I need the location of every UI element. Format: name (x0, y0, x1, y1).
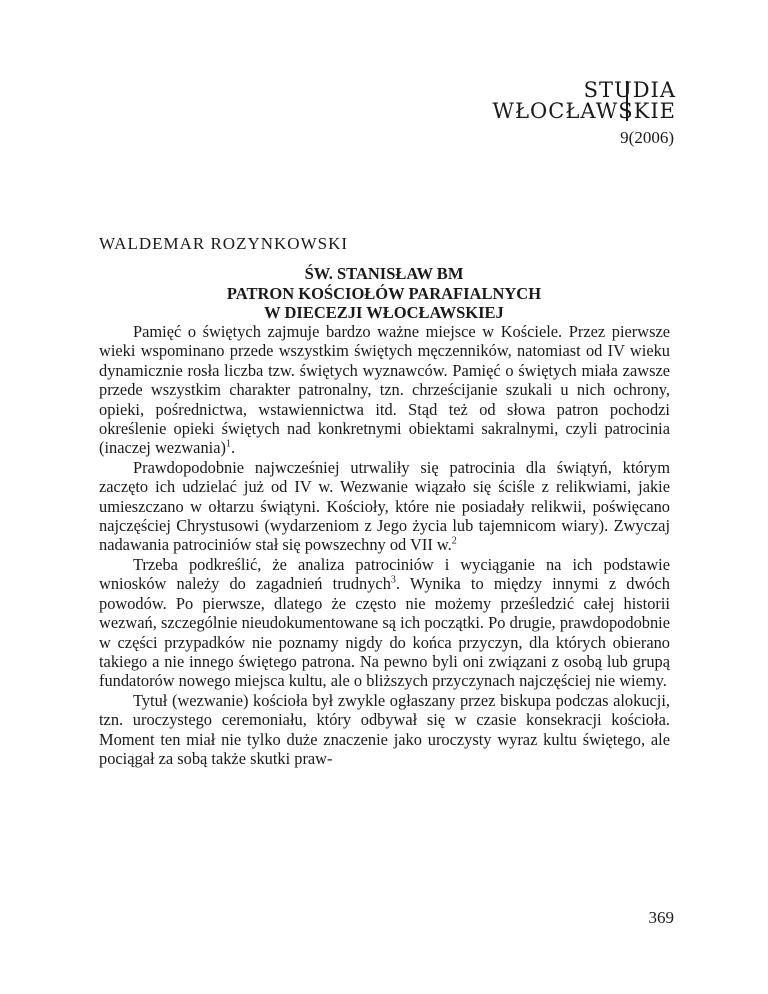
paragraph-text: Pamięć o świętych zajmuje bardzo ważne miejsce w Kościele. Przez pierwsze wieki wspominano przede wszystkim świętych męczenników, natomiast od IV wieku dynamicznie rosła liczba tzw. świętych wyznawców. Pamięć o świętych miała zawsze przede wszystkim charakter patronalny, tzn. chrześcijanie szukali u nich ochrony, opieki, pośrednictwa, wstawiennictwa itd. Stąd też od słowa patron pochodzi określenie opieki świętych nad konkretnymi obiektami sakralnymi, czyli patrocinia (inaczej wezwania) (99, 322, 670, 458)
logo-line-1: STUDIA (583, 78, 676, 102)
journal-logo (492, 78, 676, 124)
paragraph-tail: . Wynika to między innymi z dwóch powodów. Po pierwsze, dlatego że często nie możemy prześledzić całej historii wezwań, szczególnie nieudokumentowane są ich początki. Po drugie, prawdopodobnie w części przypadków nie poznamy nigdy do końca przyczyn, dla których obierano takiego a nie innego świętego patrona. Na pewno byli oni związani z osobą lub grupą fundatorów nowego miejsca kultu, ale o bliższych przyczynach najczęściej nie wiemy. (99, 574, 670, 691)
issue-number: 9(2006) (620, 128, 674, 147)
title-line: PATRON KOŚCIOŁÓW PARAFIALNYCH (226, 283, 542, 303)
paragraph-tail: . (230, 438, 236, 458)
title-line: ŚW. STANISŁAW BM (304, 264, 464, 283)
paragraph (99, 555, 670, 691)
page-number: 369 (648, 908, 674, 927)
footnote-ref[interactable]: 3 (390, 574, 396, 586)
logo-line-2: WŁOCŁAWSKIE (492, 99, 676, 123)
paragraph-text: Prawdopodobnie najwcześniej utrwaliły się patrocinia dla świątyń, którym zaczęto ich udzielać już od IV w. Wezwanie wiązało się ściśle z relikwiami, jakie umieszczano w ołtarzu świątyni. Kościoły, które nie posiadały relikwii, poświęcano najczęściej Chrystusowi (wydarzeniom z Jego życia lub tajemnicom wiary). Zwyczaj nadawania patrociniów stał się powszechny od VII w. (99, 457, 670, 555)
paragraph (99, 322, 670, 458)
paragraph-text: Trzeba podkreślić, że analiza patrociniów i wyciąganie na ich podstawie wniosków należy do zagadnień trudnych (99, 554, 670, 594)
article-body (99, 322, 670, 768)
footnote-ref[interactable]: 1 (225, 438, 231, 450)
paragraph (99, 458, 670, 555)
article-title (99, 264, 669, 323)
author-name: WALDEMAR ROZYNKOWSKI (99, 234, 349, 253)
paragraph (99, 691, 670, 769)
footnote-ref[interactable]: 2 (451, 536, 457, 547)
paragraph-text: Tytuł (wezwanie) kościoła był zwykle ogłaszany przez biskupa podczas alokucji, tzn. uroczystego ceremoniału, który odbywał się w czasie konsekracji kościoła. Moment ten miał nie tylko duże znaczenie jako uroczysty wyraz kultu świętego, ale pociągał za sobą także skutki praw- (99, 690, 670, 768)
title-line: W DIECEZJI WŁOCŁAWSKIEJ (264, 303, 504, 322)
